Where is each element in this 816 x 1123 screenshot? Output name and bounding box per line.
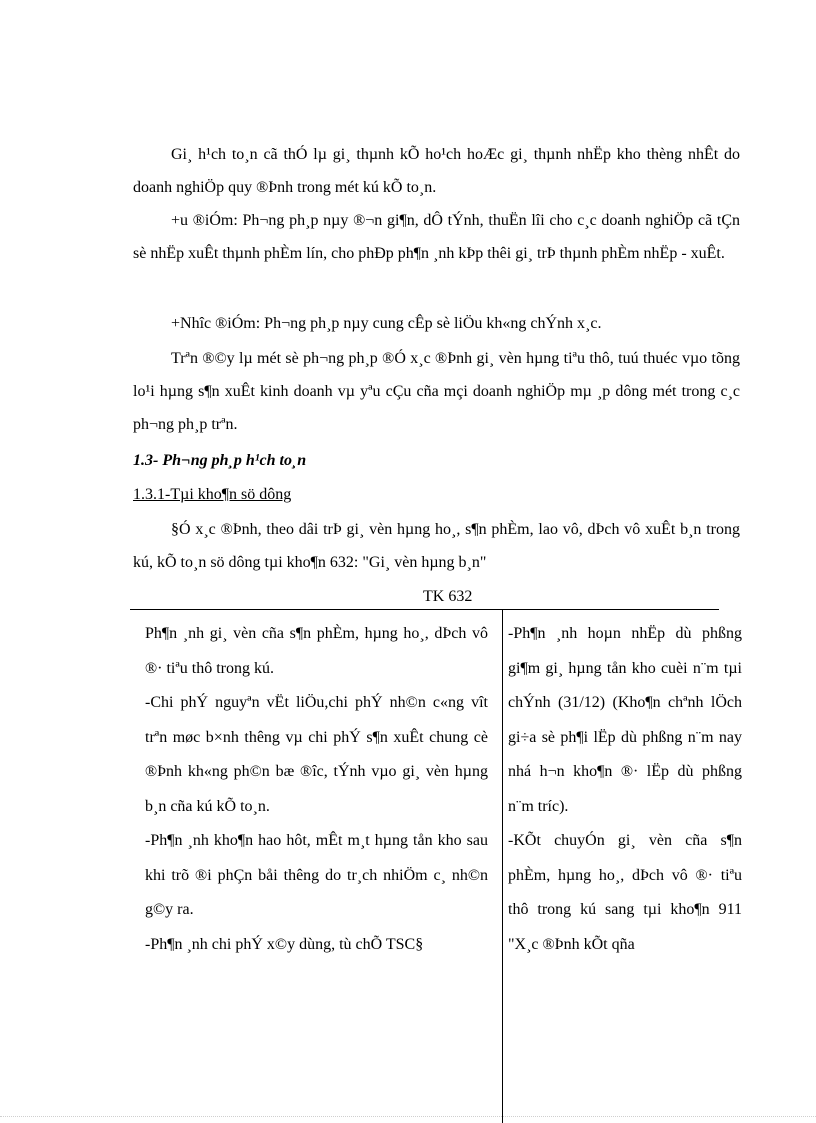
t-account-top-rule [130, 609, 719, 610]
debit-item: -Chi phÝ nguyªn vËt liÖu,chi phÝ nh©n c«ng vît trªn møc b×nh thêng vµ chi phÝ s¶n xuÊt chung cè ®Þnh kh«ng ph©n bæ ®îc, tÝnh vµo gi¸ vèn hµng b¸n cña kú kÕ to¸n. [145, 694, 488, 815]
paragraph-disadvantages: +Nhîc ®iÓm: Ph¬ng ph¸p nµy cung cÊp sè liÖu kh«ng chÝnh x¸c. [171, 315, 602, 332]
paragraph-summary: Trªn ®©y lµ mét sè ph¬ng ph¸p ®Ó x¸c ®Þnh gi¸ vèn hµng tiªu thô, tuú thuéc vµo tõng lo¹i hµng s¶n xuÊt kinh doanh vµ yªu cÇu cña mçi doanh nghiÖp mµ ¸p dông mét trong c¸c ph¬ng ph¸p trªn. [133, 350, 740, 433]
debit-item: Ph¶n ¸nh gi¸ vèn cña s¶n phÈm, hµng ho¸, dÞch vô ®· tiªu thô trong kú. [145, 625, 488, 677]
paragraph-advantages: +u ®iÓm: Ph¬ng ph¸p nµy ®¬n gi¶n, dÔ tÝnh, thuËn lîi cho c¸c doanh nghiÖp cã tÇn sè nhËp xuÊt thµnh phÈm lín, cho phÐp ph¶n ¸nh kÞp thêi gi¸ trÞ thµnh phÈm nhËp - xuÊt. [133, 212, 740, 262]
t-account-credit-column [508, 617, 742, 962]
credit-item: -Ph¶n ¸nh hoµn nhËp dù phßng gi¶m gi¸ hµng tån kho cuèi n¨m tµi chÝnh (31/12) (Kho¶n chªnh lÖch gi÷a sè ph¶i lËp dù phßng n¨m nay nhá h¬n kho¶n ®· lËp dù phßng n¨m tríc). [508, 625, 742, 815]
credit-item: -KÕt chuyÓn gi¸ vèn cña s¶n phÈm, hµng ho¸, dÞch vô ®· tiªu thô trong kú sang tµi kho¶n 911 "X¸c ®Þnh kÕt qña [508, 832, 742, 953]
debit-item: -Ph¶n ¸nh kho¶n hao hôt, mÊt m¸t hµng tån kho sau khi trõ ®i phÇn båi thêng do tr¸ch nhiÖm c¸ nh©n g©y ra. [145, 832, 488, 918]
subsection-heading: 1.3.1-Tµi kho¶n sö dông [133, 486, 292, 503]
paragraph-account-intro: §Ó x¸c ®Þnh, theo dâi trÞ gi¸ vèn hµng ho¸, s¶n phÈm, lao vô, dÞch vô xuÊt b¸n trong kú, kÕ to¸n sö dông tµi kho¶n 632: "Gi¸ vèn hµng b¸n" [133, 521, 740, 571]
paragraph-historical-cost: Gi¸ h¹ch to¸n cã thÓ lµ gi¸ thµnh kÕ ho¹ch hoÆc gi¸ thµnh nhËp kho thèng nhÊt do doanh nghiÖp quy ®Þnh trong mét kú kÕ to¸n. [133, 146, 740, 196]
debit-item: -Ph¶n ¸nh chi phÝ x©y dùng, tù chÕ TSC§ [145, 935, 424, 953]
page-bottom-border [0, 1116, 816, 1117]
t-account-divider [502, 609, 503, 1123]
section-heading: 1.3- Ph¬ng ph¸p h¹ch to¸n [133, 452, 307, 469]
t-account-title: TK 632 [423, 588, 473, 605]
t-account-debit-column [145, 617, 488, 962]
